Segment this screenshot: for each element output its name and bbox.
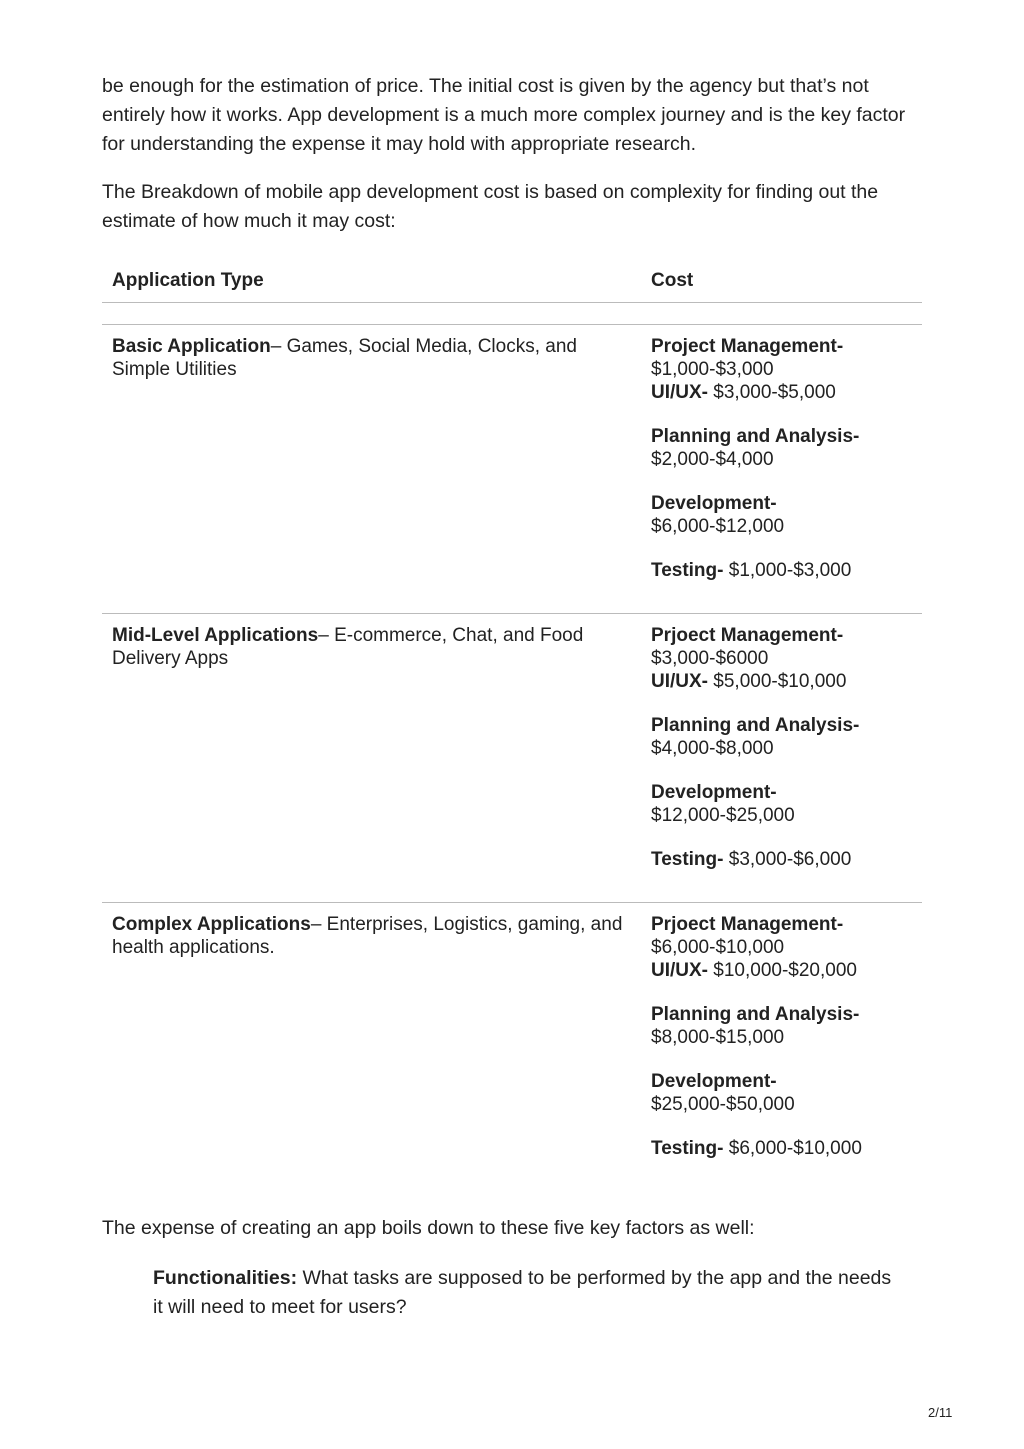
app-type-name: Complex Applications: [112, 914, 311, 935]
cost-item-testing: [651, 1137, 912, 1160]
table-row-mid-level: [102, 614, 922, 903]
cost-value: $6,000-$10,000: [728, 1138, 862, 1159]
cost-value: $2,000-$4,000: [651, 449, 774, 470]
cost-label: Prjoect Management-: [651, 625, 844, 646]
factor-label: Functionalities:: [153, 1267, 298, 1289]
cost-value: $12,000-$25,000: [651, 805, 795, 826]
cost-label: Planning and Analysis-: [651, 715, 860, 736]
cost-label: UI/UX-: [651, 382, 708, 403]
cost-value: $1,000-$3,000: [651, 359, 774, 380]
cost-label: Testing-: [651, 849, 724, 870]
table-spacer-row: [102, 303, 922, 325]
app-type-desc: – Enterprises, Logistics, gaming, and health applications.: [112, 914, 623, 958]
cost-label: Development-: [651, 782, 777, 803]
cost-label: Planning and Analysis-: [651, 426, 860, 447]
cost-label: Prjoect Management-: [651, 914, 844, 935]
cost-item-pm-uiux: [651, 624, 912, 693]
cost-item-development: [651, 781, 912, 827]
cost-cell: [641, 903, 922, 1192]
cost-value: $1,000-$3,000: [728, 560, 852, 581]
cost-value: $5,000-$10,000: [713, 671, 847, 692]
cost-label: Testing-: [651, 1138, 724, 1159]
cost-value: $3,000-$5,000: [713, 382, 836, 403]
app-type-desc: – Games, Social Media, Clocks, and Simple Utilities: [112, 336, 577, 380]
app-type-name: Basic Application: [112, 336, 271, 357]
cost-value: $8,000-$15,000: [651, 1027, 785, 1048]
cost-value: $4,000-$8,000: [651, 738, 774, 759]
cost-value: $6,000-$12,000: [651, 516, 785, 537]
cost-item-pm-uiux: [651, 335, 912, 404]
cost-label: Development-: [651, 1071, 777, 1092]
cost-item-pm-uiux: [651, 913, 912, 982]
cost-value: $10,000-$20,000: [713, 960, 857, 981]
cost-label: Planning and Analysis-: [651, 1004, 860, 1025]
cost-item-planning: [651, 425, 912, 471]
cost-item-development: [651, 1070, 912, 1116]
cost-item-testing: [651, 559, 912, 582]
header-cost: Cost: [641, 258, 922, 303]
intro-paragraph-2: The Breakdown of mobile app development cost is based on complexity for finding out the estimate of how much it may cost:: [102, 181, 879, 232]
app-type-cell: [102, 903, 641, 1192]
app-type-cell: [102, 325, 641, 614]
cost-item-testing: [651, 848, 912, 871]
app-type-desc: – E-commerce, Chat, and Food Delivery Apps: [112, 625, 584, 669]
header-application-type: Application Type: [102, 258, 641, 303]
cost-table: [102, 258, 922, 1191]
intro-paragraph-1: be enough for the estimation of price. The initial cost is given by the agency but that’s not entirely how it works. App development is a much more complex journey and is the key factor for understanding the expense it may hold with appropriate research.: [102, 75, 906, 155]
factor-functionalities: [153, 1264, 893, 1322]
cost-label: Testing-: [651, 560, 724, 581]
table-header-row: [102, 258, 922, 303]
cost-label: UI/UX-: [651, 671, 708, 692]
table-row-complex: [102, 903, 922, 1192]
cost-value: $6,000-$10,000: [651, 937, 785, 958]
cost-value: $3,000-$6,000: [728, 849, 852, 870]
cost-label: Project Management-: [651, 336, 844, 357]
cost-label: UI/UX-: [651, 960, 708, 981]
factor-text: What tasks are supposed to be performed by the app and the needs it will need to meet for users?: [153, 1267, 892, 1318]
table-row-basic: [102, 325, 922, 614]
cost-item-planning: [651, 1003, 912, 1049]
cost-label: Development-: [651, 493, 777, 514]
cost-cell: [641, 325, 922, 614]
cost-item-planning: [651, 714, 912, 760]
cost-cell: [641, 614, 922, 903]
outro-paragraph: The expense of creating an app boils down to these five key factors as well:: [102, 1217, 755, 1239]
app-type-name: Mid-Level Applications: [112, 625, 319, 646]
cost-value: $25,000-$50,000: [651, 1094, 795, 1115]
page-number: 2/11: [928, 1405, 953, 1420]
app-type-cell: [102, 614, 641, 903]
cost-value: $3,000-$6000: [651, 648, 769, 669]
cost-item-development: [651, 492, 912, 538]
